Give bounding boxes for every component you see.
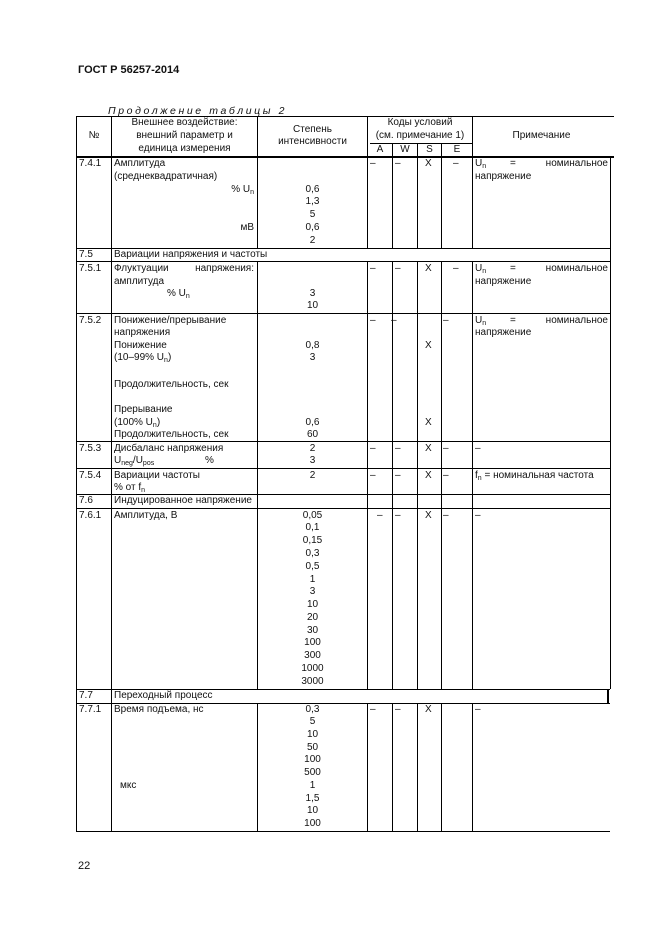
param-text: Продолжительность, сек — [114, 429, 229, 440]
degree-value: 0,8 — [305, 340, 320, 351]
code-s-value: X — [425, 704, 432, 715]
param-unit: % $U_n$ — [167, 288, 190, 300]
row-divider — [76, 313, 610, 314]
row-divider — [76, 508, 610, 509]
param-text: амплитуда — [114, 276, 165, 287]
col-divider — [441, 508, 442, 690]
col-divider — [417, 261, 418, 509]
code-w-value: – — [395, 158, 401, 169]
row-divider — [76, 261, 610, 262]
code-a-value: – — [370, 158, 376, 169]
col-divider — [392, 261, 393, 509]
param-unit: % — [205, 455, 214, 466]
header-degree: Степень — [293, 124, 332, 135]
param-text: (среднеквадратичная) — [114, 171, 218, 182]
code-a-value: – — [370, 315, 376, 326]
note-text: $U_n$ — [475, 158, 487, 170]
code-a-value: – — [370, 470, 376, 481]
col-divider — [111, 116, 112, 832]
degree-value: 2 — [309, 443, 316, 454]
degree-value: 10 — [306, 805, 319, 816]
degree-value: 100 — [304, 637, 321, 648]
col-divider — [392, 143, 393, 249]
degree-value: 0,6 — [305, 184, 320, 195]
header-impact: Внешнее воздействие: — [131, 117, 238, 128]
row-number: 7.5.4 — [79, 470, 102, 481]
note-text: напряжение — [475, 171, 532, 182]
row-number: 7.5.1 — [79, 263, 102, 274]
row-number: 7.7.1 — [79, 704, 102, 715]
row-number: 7.4.1 — [79, 158, 102, 169]
note-text: номинальное — [545, 315, 608, 326]
degree-value: 0,6 — [305, 222, 320, 233]
note-text: напряжение — [475, 327, 532, 338]
param-text: Продолжительность, сек — [114, 379, 229, 390]
degree-value: 5 — [309, 716, 316, 727]
code-s-value: X — [425, 470, 432, 481]
degree-value: 20 — [306, 612, 319, 623]
param-text: Вариации частоты — [114, 470, 200, 481]
code-e-value: – — [443, 510, 449, 521]
code-a-value: – — [370, 443, 376, 454]
degree-value: 100 — [304, 754, 321, 765]
code-w-value: – — [395, 510, 401, 521]
col-divider — [472, 508, 473, 690]
param-text: напряжения — [114, 327, 171, 338]
degree-value: 300 — [304, 650, 321, 661]
note-text: номинальное — [545, 263, 608, 274]
param-text: Понижение — [114, 340, 167, 351]
col-divider — [392, 508, 393, 690]
degree-value: 1000 — [301, 663, 324, 674]
degree-value: 10 — [306, 300, 319, 311]
col-divider — [367, 703, 368, 832]
section-title: Вариации напряжения и частоты — [114, 249, 268, 260]
col-divider — [367, 261, 368, 509]
note-text: = — [510, 315, 516, 326]
header-code-a: А — [376, 144, 384, 155]
code-s-value: X — [425, 340, 432, 351]
table-left-border — [76, 116, 77, 832]
col-divider — [441, 143, 442, 249]
degree-value: 0,5 — [305, 561, 320, 572]
table-right-border — [607, 689, 609, 703]
degree-value: 1,5 — [305, 793, 320, 804]
header-degree: интенсивности — [278, 136, 347, 147]
param-unit: % $U_n$ — [231, 184, 254, 196]
param-text: Дисбаланс напряжения — [114, 443, 224, 454]
row-divider — [76, 468, 610, 469]
degree-value: 10 — [306, 729, 319, 740]
header-code-e: E — [453, 144, 461, 155]
param-text: Флуктуации — [114, 263, 169, 274]
page-number: 22 — [78, 860, 91, 872]
header-note: Примечание — [512, 130, 571, 141]
note-text: напряжение — [475, 276, 532, 287]
degree-value: 3 — [309, 352, 316, 363]
code-a-value: – — [377, 510, 383, 521]
note-text: – — [475, 704, 481, 715]
code-a-value: – — [370, 704, 376, 715]
param-unit: мкс — [120, 780, 137, 791]
param-text: (100% $U_n$) — [114, 417, 161, 429]
degree-value: 100 — [304, 818, 321, 829]
param-text: $U_{neg}/U_{pos}$ — [114, 455, 155, 467]
degree-value: 1 — [309, 780, 316, 791]
degree-value: 3 — [309, 455, 316, 466]
param-text: Время подъема, нс — [114, 704, 204, 715]
note-text: $f_n$ = номинальная частота — [475, 470, 594, 482]
note-text: – — [475, 510, 481, 521]
col-divider — [441, 703, 442, 832]
row-number: 7.5.3 — [79, 443, 102, 454]
degree-value: 2 — [309, 235, 316, 246]
degree-value: 50 — [306, 742, 319, 753]
code-w-value: – — [391, 315, 397, 326]
degree-value: 5 — [309, 209, 316, 220]
note-text: – — [475, 443, 481, 454]
degree-value: 0,3 — [305, 548, 320, 559]
col-divider — [472, 703, 473, 832]
code-e-value: – — [443, 315, 449, 326]
degree-value: 0,1 — [305, 522, 320, 533]
header-impact: единица измерения — [138, 143, 231, 154]
code-e-value: – — [443, 443, 449, 454]
param-unit: мВ — [240, 222, 254, 233]
code-e-value: – — [453, 158, 459, 169]
section-title: Переходный процесс — [114, 690, 213, 701]
degree-value: 3 — [309, 586, 316, 597]
row-number: 7.6.1 — [79, 510, 102, 521]
degree-value: 0,15 — [302, 535, 323, 546]
header-code-w: W — [400, 144, 410, 155]
col-divider — [367, 508, 368, 690]
degree-value: 1 — [309, 574, 316, 585]
code-s-value: X — [425, 417, 432, 428]
col-divider — [472, 261, 473, 509]
degree-value: 3 — [309, 288, 316, 299]
header-codes: (см. примечание 1) — [375, 130, 465, 141]
degree-value: 30 — [306, 625, 319, 636]
table-continuation-caption: Продолжение таблицы 2 — [108, 105, 288, 117]
param-text: напряжения: — [195, 263, 254, 274]
header-code-s: S — [426, 144, 433, 155]
code-w-value: – — [395, 704, 401, 715]
code-s-value: X — [425, 443, 432, 454]
row-divider — [76, 441, 610, 442]
param-text: Прерывание — [114, 404, 173, 415]
note-text: $U_n$ — [475, 315, 487, 327]
code-e-value: – — [443, 470, 449, 481]
col-divider — [417, 143, 418, 249]
degree-value: 60 — [306, 429, 319, 440]
degree-value: 2 — [309, 470, 316, 481]
header-impact: внешний параметр и — [136, 130, 233, 141]
note-text: = — [510, 263, 516, 274]
code-w-value: – — [395, 470, 401, 481]
col-divider — [417, 508, 418, 690]
degree-value: 0,05 — [302, 510, 323, 521]
degree-value: 500 — [304, 767, 321, 778]
degree-value: 10 — [306, 599, 319, 610]
code-e-value: – — [453, 263, 459, 274]
param-text: Понижение/прерывание — [114, 315, 227, 326]
code-s-value: X — [425, 510, 432, 521]
degree-value: 1,3 — [305, 196, 320, 207]
code-s-value: X — [425, 158, 432, 169]
col-divider — [417, 703, 418, 832]
note-text: $U_n$ — [475, 263, 487, 275]
degree-value: 0,3 — [305, 704, 320, 715]
row-number: 7.5 — [79, 249, 93, 260]
param-text: (10–99% $U_n$) — [114, 352, 172, 364]
row-number: 7.7 — [79, 690, 93, 701]
header-no: № — [88, 130, 100, 141]
section-title: Индуцированное напряжение — [114, 495, 252, 506]
param-text: Амплитуда — [114, 158, 166, 169]
table-right-border — [610, 156, 611, 689]
header-codes: Коды условий — [387, 117, 453, 128]
param-text: Амплитуда, В — [114, 510, 178, 521]
row-number: 7.5.2 — [79, 315, 102, 326]
table-bottom-border — [76, 831, 610, 832]
code-s-value: X — [425, 263, 432, 274]
col-divider — [392, 703, 393, 832]
code-w-value: – — [395, 263, 401, 274]
degree-value: 3000 — [301, 676, 324, 687]
note-text: = — [510, 158, 516, 169]
doc-header: ГОСТ Р 56257-2014 — [78, 64, 180, 76]
code-w-value: – — [395, 443, 401, 454]
degree-value: 0,6 — [305, 417, 320, 428]
col-divider — [441, 261, 442, 509]
row-number: 7.6 — [79, 495, 93, 506]
code-a-value: – — [370, 263, 376, 274]
note-text: номинальное — [545, 158, 608, 169]
param-text: % от $f_n$ — [114, 482, 146, 494]
